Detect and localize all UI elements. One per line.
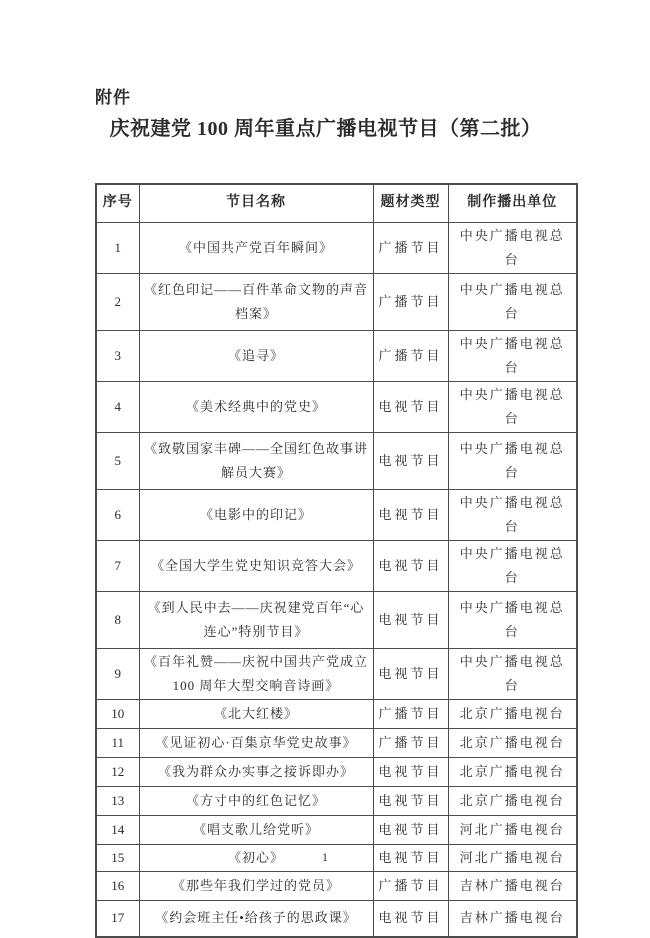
cell-unit: 北京广播电视台 (448, 699, 577, 728)
cell-name: 《电影中的印记》 (139, 489, 373, 540)
cell-type: 电视节目 (373, 591, 448, 648)
table-row (96, 540, 577, 591)
table-row (96, 871, 577, 900)
document-title: 庆祝建党 100 周年重点广播电视节目（第二批） (109, 118, 542, 140)
cell-unit: 中央广播电视总台 (448, 540, 577, 591)
cell-type: 广播节目 (373, 273, 448, 330)
cell-unit: 北京广播电视台 (448, 728, 577, 757)
cell-no: 13 (96, 786, 139, 815)
table-row (96, 489, 577, 540)
cell-name: 《方寸中的红色记忆》 (139, 786, 373, 815)
cell-type: 电视节目 (373, 815, 448, 844)
header-cell-type: 题材类型 (373, 184, 448, 222)
cell-type: 电视节目 (373, 786, 448, 815)
cell-type: 广播节目 (373, 330, 448, 381)
table-row (96, 381, 577, 432)
cell-unit: 中央广播电视总台 (448, 432, 577, 489)
header-cell-index: 序号 (96, 184, 139, 222)
cell-type: 电视节目 (373, 648, 448, 699)
table-row (96, 591, 577, 648)
attachment-label: 附件 (95, 88, 131, 107)
cell-unit: 北京广播电视台 (448, 786, 577, 815)
cell-unit: 中央广播电视总台 (448, 273, 577, 330)
table-header-row (96, 184, 577, 222)
cell-name: 《唱支歌儿给党听》 (139, 815, 373, 844)
cell-name: 《我为群众办实事之接诉即办》 (139, 757, 373, 786)
cell-unit: 中央广播电视总台 (448, 489, 577, 540)
cell-no: 3 (96, 330, 139, 381)
cell-name: 《那些年我们学过的党员》 (139, 871, 373, 900)
cell-unit: 中央广播电视总台 (448, 330, 577, 381)
cell-unit: 河北广播电视台 (448, 844, 577, 871)
table-row (96, 330, 577, 381)
cell-name: 《到人民中去——庆祝建党百年“心连心”特别节目》 (139, 591, 373, 648)
cell-name: 《约会班主任•给孩子的思政课》 (139, 900, 373, 937)
cell-no: 4 (96, 381, 139, 432)
cell-no: 10 (96, 699, 139, 728)
table-row (96, 648, 577, 699)
header-cell-name: 节目名称 (139, 184, 373, 222)
table-row (96, 699, 577, 728)
cell-unit: 中央广播电视总台 (448, 381, 577, 432)
cell-unit: 中央广播电视总台 (448, 591, 577, 648)
cell-type: 电视节目 (373, 900, 448, 937)
cell-type: 广播节目 (373, 728, 448, 757)
cell-no: 14 (96, 815, 139, 844)
cell-type: 广播节目 (373, 871, 448, 900)
cell-unit: 中央广播电视总台 (448, 648, 577, 699)
cell-name: 《全国大学生党史知识竞答大会》 (139, 540, 373, 591)
cell-no: 2 (96, 273, 139, 330)
cell-no: 5 (96, 432, 139, 489)
cell-name: 《中国共产党百年瞬间》 (139, 222, 373, 273)
cell-no: 17 (96, 900, 139, 937)
cell-no: 12 (96, 757, 139, 786)
cell-type: 电视节目 (373, 381, 448, 432)
header-cell-unit: 制作播出单位 (448, 184, 577, 222)
cell-type: 广播节目 (373, 222, 448, 273)
cell-no: 9 (96, 648, 139, 699)
cell-unit: 吉林广播电视台 (448, 871, 577, 900)
table-row (96, 728, 577, 757)
cell-unit: 中央广播电视总台 (448, 222, 577, 273)
cell-no: 7 (96, 540, 139, 591)
cell-no: 11 (96, 728, 139, 757)
cell-no: 8 (96, 591, 139, 648)
cell-name: 《红色印记——百件革命文物的声音档案》 (139, 273, 373, 330)
cell-no: 1 (96, 222, 139, 273)
table-row (96, 900, 577, 937)
cell-name: 《美术经典中的党史》 (139, 381, 373, 432)
cell-type: 电视节目 (373, 540, 448, 591)
table-row (96, 815, 577, 844)
cell-name: 《致敬国家丰碑——全国红色故事讲解员大赛》 (139, 432, 373, 489)
table-row (96, 786, 577, 815)
cell-type: 电视节目 (373, 489, 448, 540)
program-table (95, 183, 578, 938)
cell-unit: 河北广播电视台 (448, 815, 577, 844)
cell-name: 《北大红楼》 (139, 699, 373, 728)
cell-type: 电视节目 (373, 844, 448, 871)
cell-type: 电视节目 (373, 432, 448, 489)
cell-unit: 吉林广播电视台 (448, 900, 577, 937)
cell-name: 《追寻》 (139, 330, 373, 381)
table-row (96, 273, 577, 330)
cell-unit: 北京广播电视台 (448, 757, 577, 786)
page-number: 1 (322, 850, 328, 864)
cell-type: 广播节目 (373, 699, 448, 728)
table-row (96, 432, 577, 489)
table-row (96, 757, 577, 786)
cell-name: 《百年礼赞——庆祝中国共产党成立 100 周年大型交响音诗画》 (139, 648, 373, 699)
cell-name: 《初心》 (139, 844, 373, 871)
cell-type: 电视节目 (373, 757, 448, 786)
cell-no: 6 (96, 489, 139, 540)
cell-no: 16 (96, 871, 139, 900)
cell-name: 《见证初心·百集京华党史故事》 (139, 728, 373, 757)
cell-no: 15 (96, 844, 139, 871)
table-row (96, 222, 577, 273)
